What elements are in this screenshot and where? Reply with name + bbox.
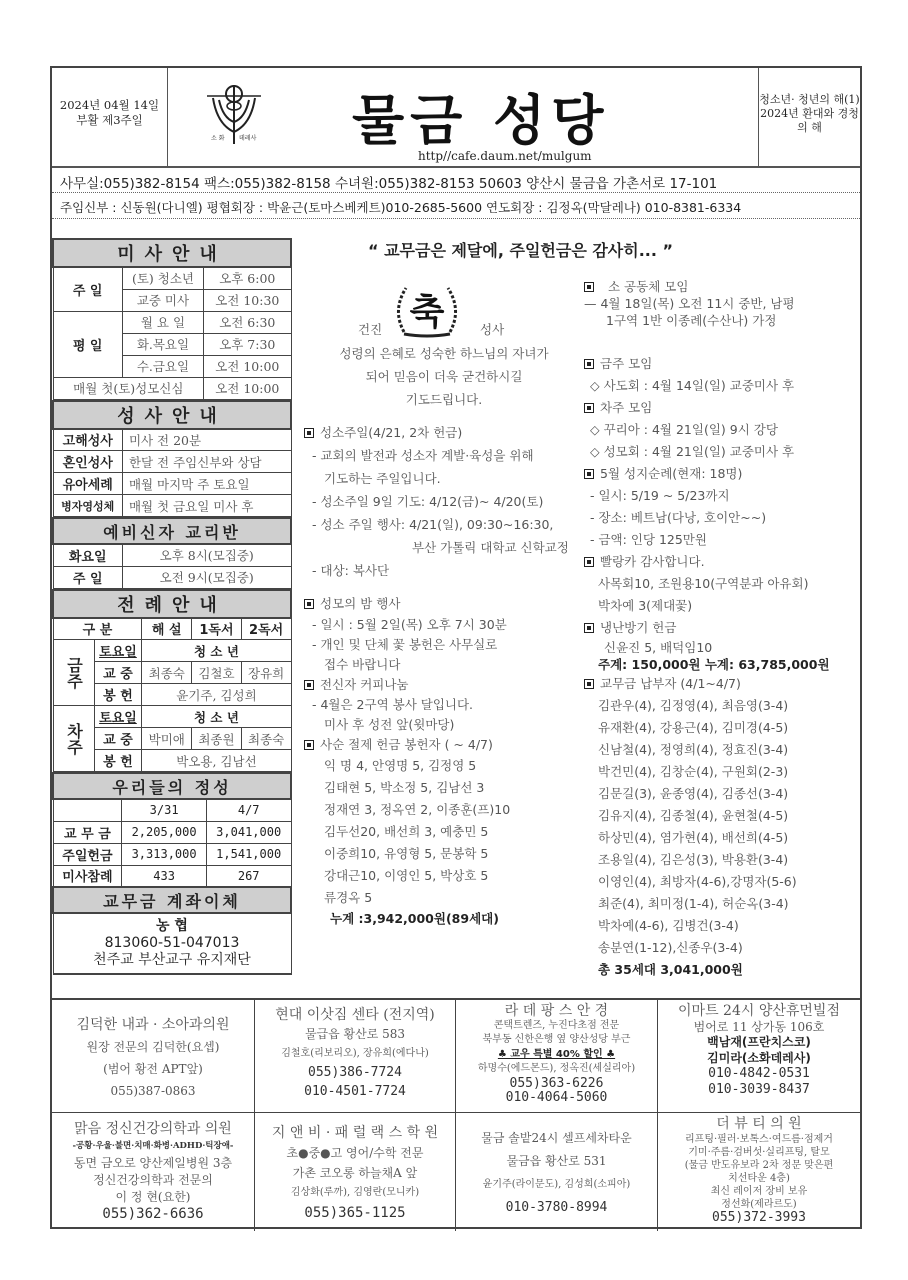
catechumen-title: 예비신자 교리반 bbox=[53, 518, 291, 544]
mass-name: 월 요 일 bbox=[122, 311, 203, 333]
offering-value: 2,205,000 bbox=[122, 821, 207, 843]
ad-optician: 라 데 팡 스 안 경 콘택트렌즈, 누진다초점 전문 북부동 신한은행 옆 양산성당 부근 ♣ 교우 특별 40% 할인 ♣ 하명수(에드몬드), 정옥진(세실리아) 055)363-6226 010-4064-5060 bbox=[456, 1000, 658, 1113]
blessing-right: 성사 bbox=[480, 322, 505, 337]
catechumen-table bbox=[52, 517, 292, 589]
donor-line: 조용일(4), 김은성(3), 박용환(3-4) bbox=[598, 852, 789, 867]
sacrament-label: 병자영성체 bbox=[53, 495, 122, 517]
notice-line: - 성소 주일 행사: 4/21(일), 09:30~16:30, bbox=[312, 517, 554, 532]
square-bullet-icon bbox=[584, 403, 594, 413]
row-label: 봉 헌 bbox=[94, 750, 142, 772]
notice-line: 미사 후 성전 앞(윗마당) bbox=[324, 717, 455, 732]
this-week-meeting-heading: 금주 모임 bbox=[584, 353, 860, 375]
svg-text:데레사: 데레사 bbox=[239, 135, 257, 142]
coffee-heading: 전신자 커피나눔 bbox=[304, 675, 584, 695]
row-label: 교 중 bbox=[94, 662, 142, 684]
first-reader: 최종원 bbox=[192, 728, 242, 750]
notice-line: - 금액: 인당 125만원 bbox=[590, 532, 707, 547]
donor-line: 이영인(4), 최방자(4-6),강명자(5-6) bbox=[598, 874, 797, 889]
square-bullet-icon bbox=[584, 359, 594, 369]
sponsor-ads bbox=[52, 998, 860, 1229]
year-theme bbox=[758, 68, 860, 166]
commentator: 최종숙 bbox=[142, 662, 192, 684]
sacraments-title: 성사안내 bbox=[53, 401, 291, 429]
donor-line: 유재환(4), 강용근(4), 김미경(4-5) bbox=[598, 720, 789, 735]
offering-value: 267 bbox=[206, 865, 291, 887]
mass-name: (토) 청소년 bbox=[122, 267, 203, 289]
next-week-meeting-heading: 차주 모임 bbox=[584, 397, 860, 419]
notice-line: 신윤진 5, 배덕임10 bbox=[604, 640, 713, 655]
donor-line: 이중희10, 유영형 5, 문봉학 5 bbox=[324, 846, 489, 861]
offering-value: 1,541,000 bbox=[206, 843, 291, 865]
laurel-wreath-icon bbox=[390, 280, 464, 342]
bulletin-page bbox=[50, 66, 862, 1229]
blessing-text: 되어 믿음이 더욱 굳건하시길 bbox=[365, 369, 523, 384]
sacrament-info: 매월 첫 금요일 미사 후 bbox=[122, 495, 291, 517]
donor-line: 익 명 4, 안영명 5, 김정영 5 bbox=[324, 758, 477, 773]
offering-label: 교 무 금 bbox=[53, 821, 122, 843]
liturgical-week: 부활 제3주일 bbox=[76, 113, 143, 127]
bank-transfer-title: 교무금 계좌이체 bbox=[53, 887, 291, 913]
svg-text:축: 축 bbox=[409, 292, 445, 333]
next-week-label: 차주 bbox=[53, 706, 94, 772]
commentator: 박미애 bbox=[142, 728, 192, 750]
first-reader: 김철호 bbox=[192, 662, 242, 684]
second-reader: 장유희 bbox=[241, 662, 291, 684]
offering-value: 3,313,000 bbox=[122, 843, 207, 865]
mass-name: 교중 미사 bbox=[122, 289, 203, 311]
bus-thanks-heading: 빨랑카 감사합니다. bbox=[584, 551, 860, 573]
donor-line: 김문길(3), 윤종영(4), 김종선(3-4) bbox=[598, 786, 789, 801]
blessing-text: 성령의 은혜로 성숙한 하느님의 자녀가 bbox=[339, 346, 549, 361]
liturgy-title: 전례안내 bbox=[53, 590, 291, 618]
offering-label: 미사참례 bbox=[53, 865, 122, 887]
ad-moving-center: 현대 이삿짐 센타 (전지역) 물급읍 황산로 583 김철호(리보리오), 장유희(에다나) 055)386-7724 010-4501-7724 bbox=[255, 1000, 456, 1113]
square-bullet-icon bbox=[584, 282, 594, 292]
monthly-devotion: 매월 첫(토)성모신심 bbox=[53, 377, 204, 399]
row-label: 봉 헌 bbox=[94, 684, 142, 706]
ad-psychiatry-clinic: 맑음 정신건강의학과 의원 -공황·우울·불면·치매·화병·ADHD·틱장애- 동면 금오로 양산제일병원 3층 정신건강의학과 전문의 이 정 현(요한) 055)362-6636 bbox=[52, 1113, 255, 1231]
notice-line: - 일시: 5/19 ~ 5/23까지 bbox=[590, 488, 730, 503]
staff-contact: 주임신부 : 신동원(다니엘) 평협회장 : 박윤근(토마스베케트)010-2685-5600 연도회장 : 김정옥(막달레나) 010-8381-6334 bbox=[52, 193, 860, 219]
square-bullet-icon bbox=[584, 557, 594, 567]
notice-line: - 성소주일 9일 기도: 4/12(금)~ 4/20(토) bbox=[312, 494, 544, 509]
notice-line: ◇ 성모회 : 4월 21일(일) 교중미사 후 bbox=[590, 444, 795, 459]
account-number: 813060-51-047013 bbox=[104, 935, 240, 951]
masthead bbox=[52, 68, 860, 168]
offertory-names: 윤기주, 김성희 bbox=[142, 684, 291, 706]
class-day: 주 일 bbox=[53, 566, 122, 588]
notice-line: 사목회10, 조원용10(구역분과 아유회) bbox=[598, 576, 809, 591]
notice-line: - 개인 및 단체 꽃 봉헌은 사무실로 bbox=[312, 637, 498, 652]
donor-line: 강대근10, 이영인 5, 박상호 5 bbox=[324, 868, 489, 883]
square-bullet-icon bbox=[584, 469, 594, 479]
ad-academy: 지 앤 비 · 패 럴 랙 스 학 원 초●중●고 영어/수학 전문 가촌 코오롱 하늘채A 앞 김상화(루까), 김영란(모니카) 055)365-1125 bbox=[255, 1113, 456, 1231]
dues-heading: 교무금 납부자 (4/1~4/7) bbox=[584, 673, 860, 695]
confirmation-blessing bbox=[304, 280, 584, 342]
square-bullet-icon bbox=[304, 680, 314, 690]
notice-line: - 4월은 2구역 봉사 달입니다. bbox=[312, 697, 474, 712]
mass-time: 오전 6:30 bbox=[204, 311, 291, 333]
donor-line: 김관우(4), 김정영(4), 최음영(3-4) bbox=[598, 698, 789, 713]
class-time: 오후 8시(모집중) bbox=[122, 544, 291, 566]
notice-line: — 4월 18일(목) 오전 11시 중반, 남평 bbox=[584, 296, 795, 311]
lent-offering-heading: 사순 절제 헌금 봉헌자 ( ~ 4/7) bbox=[304, 735, 584, 755]
weekday-label: 평 일 bbox=[53, 311, 122, 377]
square-bullet-icon bbox=[584, 623, 594, 633]
sacrament-info: 한달 전 주임신부와 상담 bbox=[122, 451, 291, 473]
offering-label: 주일헌금 bbox=[53, 843, 122, 865]
date-header: 4/7 bbox=[206, 799, 291, 821]
parish-logo-icon bbox=[203, 84, 265, 146]
mass-name: 수.금요일 bbox=[122, 355, 203, 377]
notice-line: 기도하는 주일입니다. bbox=[324, 471, 441, 486]
bank-name: 농 협 bbox=[156, 918, 188, 934]
notice-line: 1구역 1반 이종례(수산나) 가정 bbox=[606, 313, 777, 328]
ad-beauty-clinic: 더 뷰 티 의 원 리프팅·필러·보톡스·여드름·점제거 기미·주름·검버섯·실리프팅, 탈모 (물금 반도유보라 2차 정문 맞은편 치선타운 4층) 최신 레이저 장비 보유 정선화(제라르도) 055)372-3993 bbox=[684, 1116, 834, 1225]
notice-line: 접수 바랍니다 bbox=[324, 657, 401, 672]
this-week-label: 금주 bbox=[53, 640, 94, 706]
vocation-sunday-heading: 성소주일(4/21, 2차 헌금) bbox=[304, 421, 584, 444]
class-day: 화요일 bbox=[53, 544, 122, 566]
date-block bbox=[52, 68, 168, 166]
mass-schedule-title: 미사안내 bbox=[53, 239, 291, 267]
heating-fund-total: 주계: 150,000원 누계: 63,785,000원 bbox=[598, 657, 830, 672]
notice-line: - 일시 : 5월 2일(목) 오후 7시 30분 bbox=[312, 617, 507, 632]
left-column bbox=[52, 238, 292, 975]
notice-line: ◇ 사도회 : 4월 14일(일) 교중미사 후 bbox=[590, 378, 795, 393]
mass-name: 화.목요일 bbox=[122, 333, 203, 355]
donor-line: 김유지(4), 김종철(4), 윤현철(4-5) bbox=[598, 808, 789, 823]
column-header: 해 설 bbox=[142, 618, 192, 640]
donor-line: 최준(4), 최미정(1-4), 허순옥(3-4) bbox=[598, 896, 789, 911]
sacrament-info: 매월 마지막 주 토요일 bbox=[122, 473, 291, 495]
donor-line: 하상민(4), 염가현(4), 배선희(4-5) bbox=[598, 830, 789, 845]
donor-line: 김태현 5, 박소정 5, 김남선 3 bbox=[324, 780, 485, 795]
donor-line: 박건민(4), 김창순(4), 구원회(2-3) bbox=[598, 764, 789, 779]
sacraments-table bbox=[52, 400, 292, 518]
theme-line-1: 청소년· 청년의 해(1) bbox=[759, 93, 860, 106]
theme-line-2: 2024년 환대와 경청의 해 bbox=[760, 107, 859, 134]
donor-line: 류경옥 5 bbox=[324, 890, 373, 905]
notice-line: - 대상: 복사단 bbox=[312, 563, 390, 578]
notice-line: 박차예 3(제대꽃) bbox=[598, 598, 693, 613]
ad-convenience-store: 이마트 24시 양산휴먼빌점 범어로 11 상가동 106호 백남재(프란치스코) 김미라(소화데레사) 010-4842-0531 010-3039-8437 bbox=[658, 1000, 860, 1113]
mass-time: 오전 10:30 bbox=[204, 289, 291, 311]
offering-value: 433 bbox=[122, 865, 207, 887]
mass-time: 오후 7:30 bbox=[204, 333, 291, 355]
sacrament-info: 미사 전 20분 bbox=[122, 429, 291, 451]
ad-internal-medicine: 김덕한 내과 · 소아과의원 원장 전문의 김덕한(요셉) (범어 황전 APT앞) 055)387-0863 bbox=[52, 1000, 255, 1113]
sunday-label: 주 일 bbox=[53, 267, 122, 311]
class-time: 오전 9시(모집중) bbox=[122, 566, 291, 588]
mass-schedule-table bbox=[52, 238, 292, 400]
sacrament-label: 유아세례 bbox=[53, 473, 122, 495]
mass-time: 오전 10:00 bbox=[204, 355, 291, 377]
lent-total: 누계 :3,942,000원(89세대) bbox=[330, 911, 499, 926]
notice-line: 부산 가톨릭 대학교 신학교정 bbox=[412, 540, 569, 555]
parish-title: 물금 성당 bbox=[352, 89, 610, 152]
cafe-url[interactable]: http//cafe.daum.net/mulgum bbox=[418, 149, 592, 163]
blessing-left: 건진 bbox=[358, 322, 383, 337]
sacrament-label: 혼인성사 bbox=[53, 451, 122, 473]
column-header: 2독서 bbox=[241, 618, 291, 640]
donor-line: 김두선20, 배선희 3, 예충민 5 bbox=[324, 824, 489, 839]
sacrament-label: 고해성사 bbox=[53, 429, 122, 451]
row-label: 교 중 bbox=[94, 728, 142, 750]
mass-time: 오후 6:00 bbox=[204, 267, 291, 289]
right-column bbox=[584, 278, 860, 981]
square-bullet-icon bbox=[304, 740, 314, 750]
saturday-readers: 청 소 년 bbox=[142, 640, 291, 662]
offering-value: 3,041,000 bbox=[206, 821, 291, 843]
notice-line: ◇ 꾸리아 : 4월 21일(일) 9시 강당 bbox=[590, 422, 778, 437]
dues-total: 총 35세대 3,041,000원 bbox=[598, 962, 743, 977]
issue-date: 2024년 04월 14일 bbox=[59, 98, 160, 112]
saturday-readers: 청 소 년 bbox=[142, 706, 291, 728]
square-bullet-icon bbox=[584, 679, 594, 689]
notice-line: - 장소: 베트남(다낭, 호이안~~) bbox=[590, 510, 767, 525]
row-label: 토요일 bbox=[94, 640, 142, 662]
middle-column bbox=[304, 238, 584, 929]
square-bullet-icon bbox=[304, 428, 314, 438]
headline-quote: “ 교무금은 제달에, 주일헌금은 감사히... ” bbox=[368, 241, 674, 260]
notice-line: - 교회의 발전과 성소자 계발·육성을 위해 bbox=[312, 448, 534, 463]
column-header: 구 분 bbox=[53, 618, 142, 640]
donor-line: 송분연(1-12),신종우(3-4) bbox=[598, 940, 743, 955]
donor-line: 박차예(4-6), 김병건(3-4) bbox=[598, 918, 739, 933]
small-community-heading: 소 공동체 모임 bbox=[584, 278, 860, 295]
liturgy-table bbox=[52, 589, 292, 773]
donor-line: 신남철(4), 정영희(4), 정효진(3-4) bbox=[598, 742, 789, 757]
offertory-names: 박오용, 김남선 bbox=[142, 750, 291, 772]
offerings-title: 우리들의 정성 bbox=[53, 773, 291, 799]
office-contact: 사무실:055)382-8154 팩스:055)382-8158 수녀원:055)382-8153 50603 양산시 물금읍 가촌서로 17-101 bbox=[52, 168, 860, 193]
column-header: 1독서 bbox=[192, 618, 242, 640]
row-label: 토요일 bbox=[94, 706, 142, 728]
pilgrimage-heading: 5월 성지순례(현재: 18명) bbox=[584, 463, 860, 485]
svg-text:소 화: 소 화 bbox=[211, 135, 225, 142]
offerings-table bbox=[52, 772, 292, 975]
date-header: 3/31 bbox=[122, 799, 207, 821]
square-bullet-icon bbox=[304, 599, 314, 609]
bank-info bbox=[54, 914, 291, 973]
mary-night-heading: 성모의 밤 행사 bbox=[304, 592, 584, 615]
account-holder: 천주교 부산교구 유지재단 bbox=[93, 952, 251, 968]
donor-line: 정재연 3, 정옥연 2, 이종훈(프)10 bbox=[324, 802, 511, 817]
monthly-time: 오전 10:00 bbox=[204, 377, 291, 399]
ad-car-wash: 물금 솔밭24시 셀프세차타운 물금읍 황산로 531 윤기주(라이문도), 김성희(소피아) 010-3780-8994 bbox=[456, 1113, 658, 1231]
blessing-text: 기도드립니다. bbox=[405, 392, 483, 407]
heating-fund-heading: 냉난방기 헌금 bbox=[584, 617, 860, 639]
second-reader: 최종숙 bbox=[241, 728, 291, 750]
